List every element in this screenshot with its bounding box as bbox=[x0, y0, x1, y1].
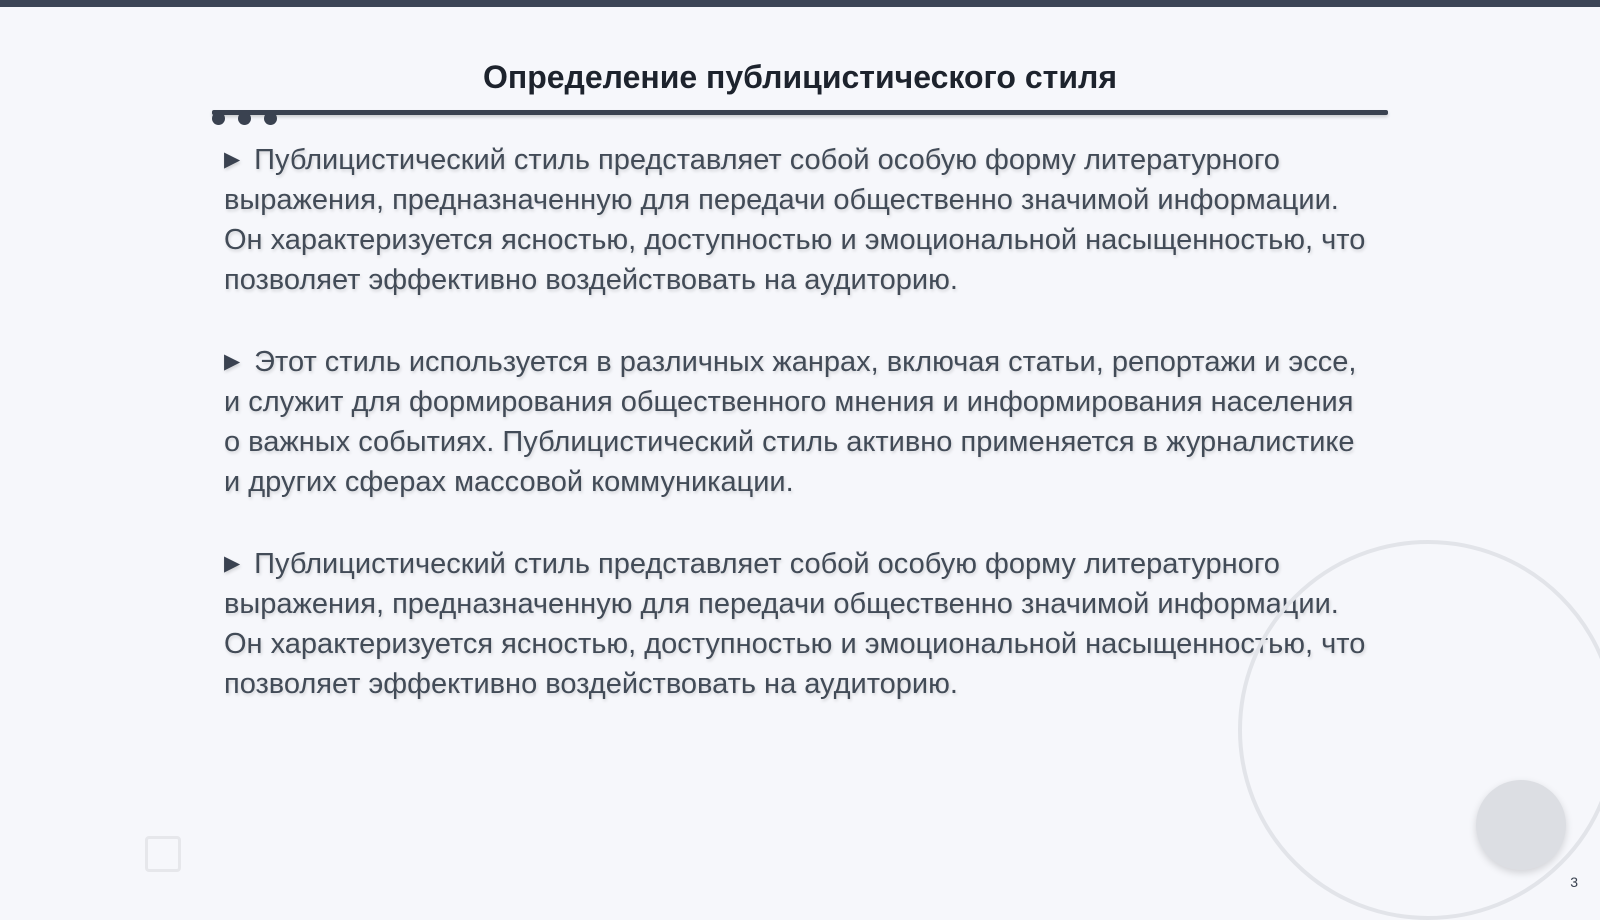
divider-dot bbox=[264, 112, 277, 125]
decorative-square bbox=[145, 836, 181, 872]
bullet-paragraph bbox=[224, 342, 1374, 502]
triangle-bullet-icon: ▶ bbox=[224, 552, 241, 575]
bullet-paragraph bbox=[224, 140, 1374, 300]
triangle-bullet-icon: ▶ bbox=[224, 148, 241, 171]
divider-dot bbox=[238, 112, 251, 125]
decorative-ring bbox=[1238, 540, 1600, 920]
triangle-bullet-icon: ▶ bbox=[224, 350, 241, 373]
paragraph-text: Публицистический стиль представляет собой особую форму литературного выражения, предназначенную для передачи общественно значимой информации. Он характеризуется ясностью, доступностью и эмоциональной насыщенностью, что позволяет эффективно воздействовать на аудиторию. bbox=[224, 144, 1366, 296]
paragraph-text: Публицистический стиль представляет собой особую форму литературного выражения, предназначенную для передачи общественно значимой информации. Он характеризуется ясностью, доступностью и эмоциональной насыщенностью, что позволяет эффективно воздействовать на аудиторию. bbox=[224, 548, 1366, 700]
slide-title: Определение публицистического стиля bbox=[482, 59, 1117, 95]
paragraph-text: Этот стиль используется в различных жанрах, включая статьи, репортажи и эссе, и служит для формирования общественного мнения и информирования населения о важных событиях. Публицистический стиль активно применяется в журналистике и других сферах массовой коммуникации. bbox=[224, 346, 1357, 498]
slide-body bbox=[224, 140, 1374, 746]
top-accent-bar bbox=[0, 0, 1600, 7]
decorative-circle bbox=[1476, 780, 1566, 870]
page-number: 3 bbox=[1570, 874, 1578, 890]
title-divider bbox=[212, 110, 1388, 115]
bullet-paragraph bbox=[224, 544, 1374, 704]
divider-dot bbox=[212, 112, 225, 125]
